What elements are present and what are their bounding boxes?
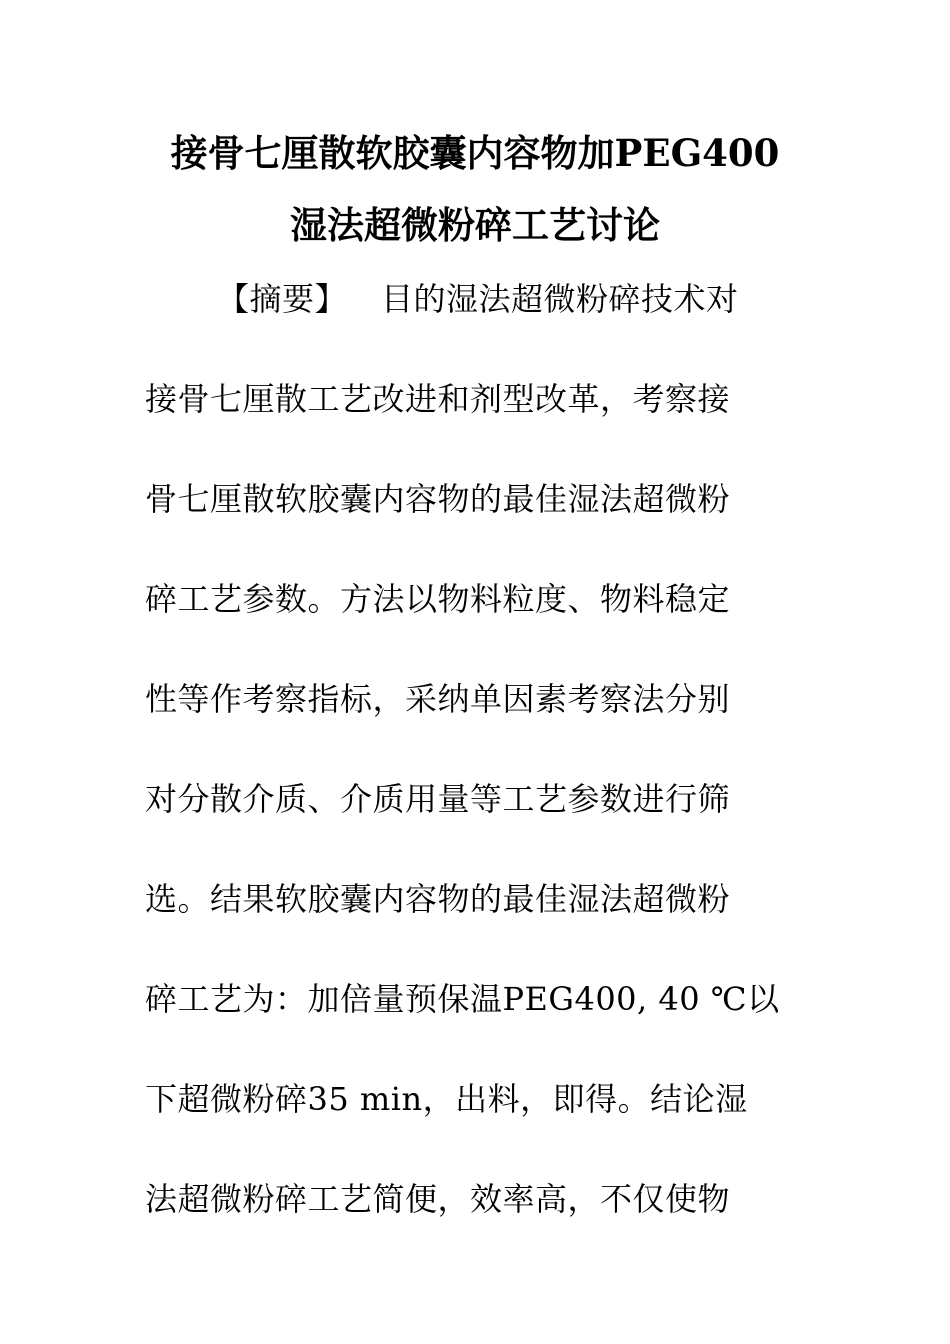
abstract-line-6: 对分散介质、介质用量等工艺参数进行筛	[145, 780, 731, 818]
document-title-line-2: 湿法超微粉碎工艺讨论	[290, 203, 660, 247]
abstract-line-10: 法超微粉碎工艺简便，效率高，不仅使物	[145, 1180, 731, 1218]
document-title-line-1: 接骨七厘散软胶囊内容物加PEG400	[170, 131, 780, 175]
abstract-line-3: 骨七厘散软胶囊内容物的最佳湿法超微粉	[145, 480, 731, 518]
abstract-line-9: 下超微粉碎35 min，出料，即得。结论湿	[145, 1080, 748, 1118]
abstract-line-1: 目的湿法超微粉碎技术对	[381, 280, 739, 318]
abstract-line-5: 性等作考察指标，采纳单因素考察法分别	[145, 680, 731, 718]
abstract-line-2: 接骨七厘散工艺改进和剂型改革，考察接	[145, 380, 731, 418]
abstract-first-line	[217, 280, 739, 318]
abstract-line-7: 选。结果软胶囊内容物的最佳湿法超微粉	[145, 880, 731, 918]
abstract-line-8: 碎工艺为：加倍量预保温PEG400, 40 ℃以	[145, 980, 780, 1018]
abstract-label: 【摘要】	[217, 280, 348, 318]
abstract-line-4: 碎工艺参数。方法以物料粒度、物料稳定	[145, 580, 731, 618]
